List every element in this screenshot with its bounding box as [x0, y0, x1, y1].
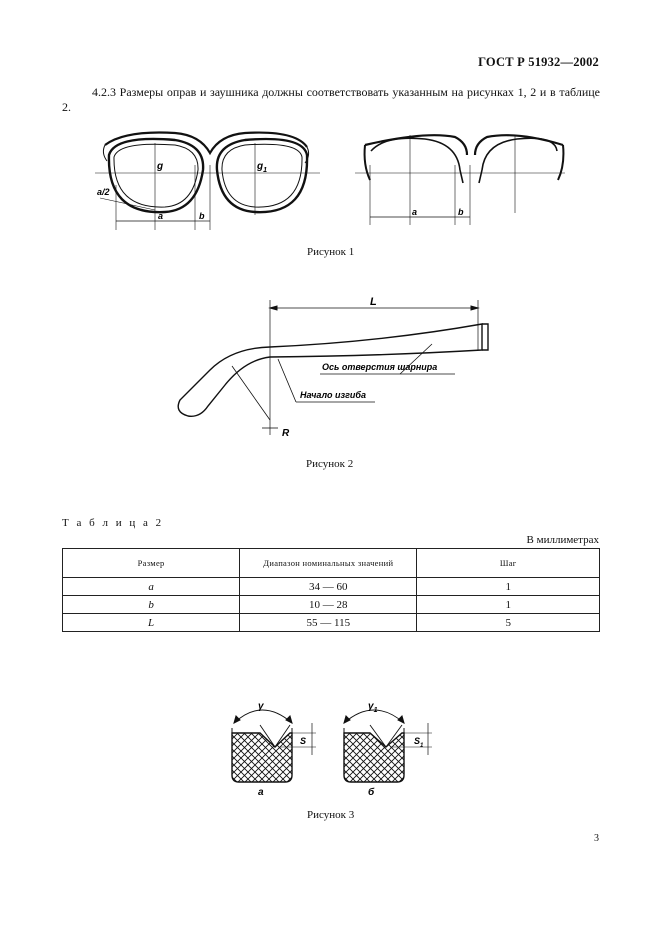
cell-step: 1 [417, 596, 600, 614]
cell-step: 1 [417, 578, 600, 596]
table-row [63, 614, 600, 632]
table-units: В миллиметрах [526, 534, 599, 546]
document-standard-code: ГОСТ Р 51932—2002 [478, 55, 599, 69]
figure-1-caption: Рисунок 1 [307, 246, 355, 258]
figure-3-groove-drawing [220, 695, 450, 800]
figure-3-caption: Рисунок 3 [307, 809, 355, 821]
top-view-right-temple-stub [558, 145, 563, 180]
label-g1: $g_1$ [257, 161, 268, 174]
label-b-right: b [458, 207, 464, 217]
cell-range: 34 — 60 [240, 578, 417, 596]
table-header-row [63, 549, 600, 578]
left-end-piece [103, 145, 107, 161]
top-view-left-arc [371, 138, 460, 170]
label-hinge-axis: Ось отверстия шарнира [322, 362, 438, 372]
label-R: R [282, 428, 290, 439]
cell-range: 55 — 115 [240, 614, 417, 632]
figure-2-caption: Рисунок 2 [306, 458, 354, 470]
right-lens-rim-inner [222, 144, 302, 207]
table-2 [62, 548, 600, 632]
label-b-left: b [199, 211, 205, 221]
page-number: 3 [594, 833, 599, 844]
cell-size: L [63, 614, 240, 632]
profile-b-section [344, 733, 404, 782]
column-header-range: Диапазон номинальных значений [240, 549, 417, 578]
table-row [63, 596, 600, 614]
table-row [63, 578, 600, 596]
label-S: S [300, 736, 307, 746]
figure-2-temple-drawing [170, 290, 500, 440]
label-g: g [157, 161, 164, 172]
label-variant-b: б [368, 787, 375, 798]
cell-size: b [63, 596, 240, 614]
column-header-step: Шаг [417, 549, 600, 578]
clause-4-2-3-text: 4.2.3 Размеры оправ и заушника должны соответствовать указанным на рисунках 1, 2 и в таблице 2. [62, 85, 600, 114]
label-gamma1: $\gamma_1$ [368, 701, 378, 714]
top-view-right-arc [482, 138, 557, 170]
table-2-title: Т а б л и ц а 2 [62, 517, 164, 529]
profile-a-section [232, 733, 292, 782]
column-header-size: Размер [63, 549, 240, 578]
label-a-half: a/2 [97, 187, 110, 197]
label-gamma: γ [258, 701, 264, 712]
cell-step: 5 [417, 614, 600, 632]
cell-range: 10 — 28 [240, 596, 417, 614]
label-a-right: a [412, 207, 418, 217]
cell-size: a [63, 578, 240, 596]
label-a-left: a [158, 211, 164, 221]
label-variant-a: а [258, 787, 264, 798]
top-view-left-temple-stub [365, 145, 370, 180]
left-lens-rim-inner [114, 144, 198, 207]
label-S1: $S_1$ [414, 736, 424, 749]
figure-1-frame-drawing [95, 125, 565, 235]
label-bend-start: Начало изгиба [300, 390, 366, 400]
label-L: L [370, 296, 377, 308]
frame-top-bar [105, 133, 307, 154]
